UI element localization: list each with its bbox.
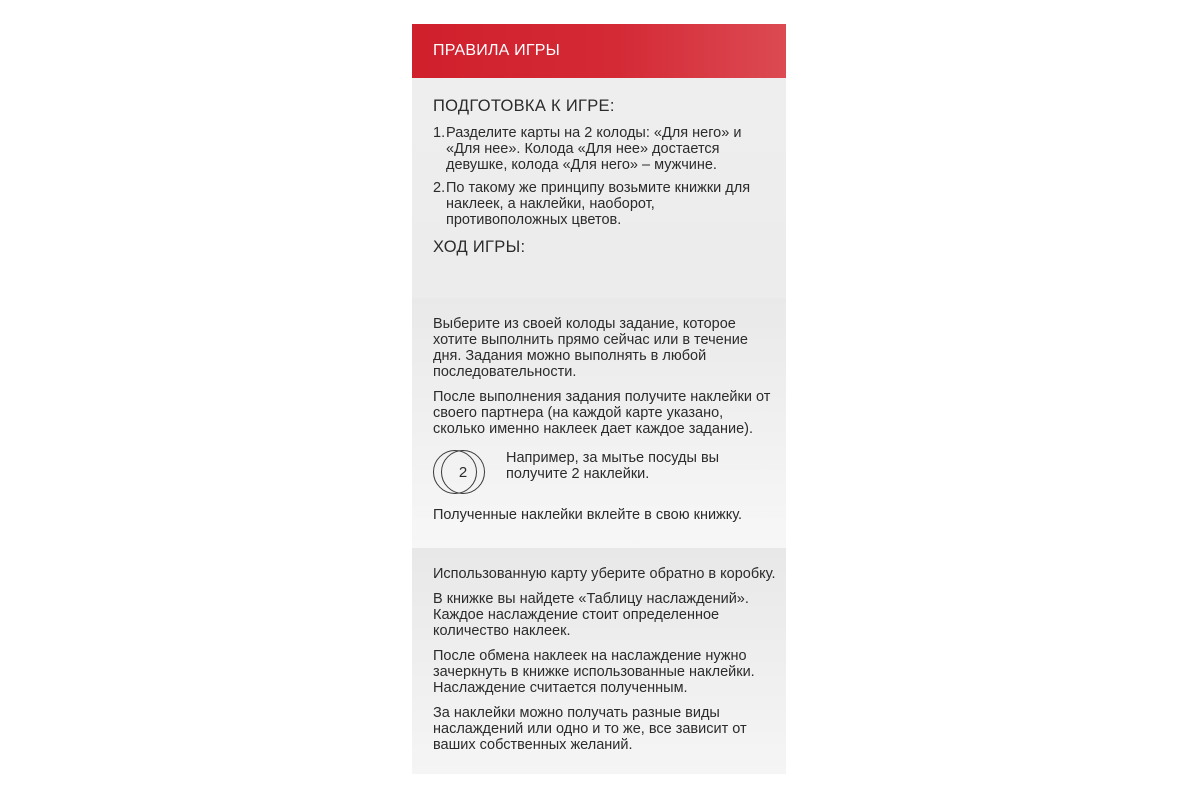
preparation-section [412,78,786,298]
preparation-heading: ПОДГОТОВКА К ИГРЕ: [433,97,615,115]
rules-card [412,24,786,774]
page-title: ПРАВИЛА ИГРЫ [433,42,560,59]
list-item-text: Разделите карты на 2 колоды: «Для него» и «Для нее». Колода «Для нее» достается девушке, колода «Для него» – мужчине. [446,125,742,173]
gameplay-paragraph: Выберите из своей колоды задание, которое хотите выполнить прямо сейчас или в течение дня. Задания можно выполнять в любой последовательности. [433,316,748,380]
list-item [433,180,776,228]
example-text: Например, за мытье посуды вы получите 2 наклейки. [506,450,720,482]
finish-paragraph: Использованную карту уберите обратно в коробку. [433,566,776,582]
finish-paragraph: После обмена наклеек на наслаждение нужно зачеркнуть в книжке использованные наклейки. Наслаждение считается полученным. [433,648,755,696]
rules-header [412,24,786,78]
finish-paragraph: За наклейки можно получать разные виды наслаждений или одно и то же, все зависит от ваших собственных желаний. [433,705,747,753]
gameplay-section [412,298,786,548]
list-item-number: 1. [433,125,446,141]
gameplay-heading: ХОД ИГРЫ: [433,238,526,256]
sticker-coin-front-icon [441,450,485,494]
list-item-text: По такому же принципу возьмите книжки для наклеек, а наклейки, наоборот, противоположных цветов. [446,180,751,228]
sticker-count: 2 [458,463,468,481]
sticker-coins-icon [433,449,489,497]
preparation-list [433,125,776,228]
gameplay-paragraph: Полученные наклейки вклейте в свою книжку. [433,507,743,523]
finish-paragraph: В книжке вы найдете «Таблицу наслаждений». Каждое наслаждение стоит определенное количество наклеек. [433,591,749,639]
finish-section [412,548,786,774]
gameplay-paragraph: После выполнения задания получите наклейки от своего партнера (на каждой карте указано, сколько именно наклеек дает каждое задание). [433,389,771,437]
list-item-number: 2. [433,180,446,196]
sticker-example [433,449,776,499]
list-item [433,125,776,173]
